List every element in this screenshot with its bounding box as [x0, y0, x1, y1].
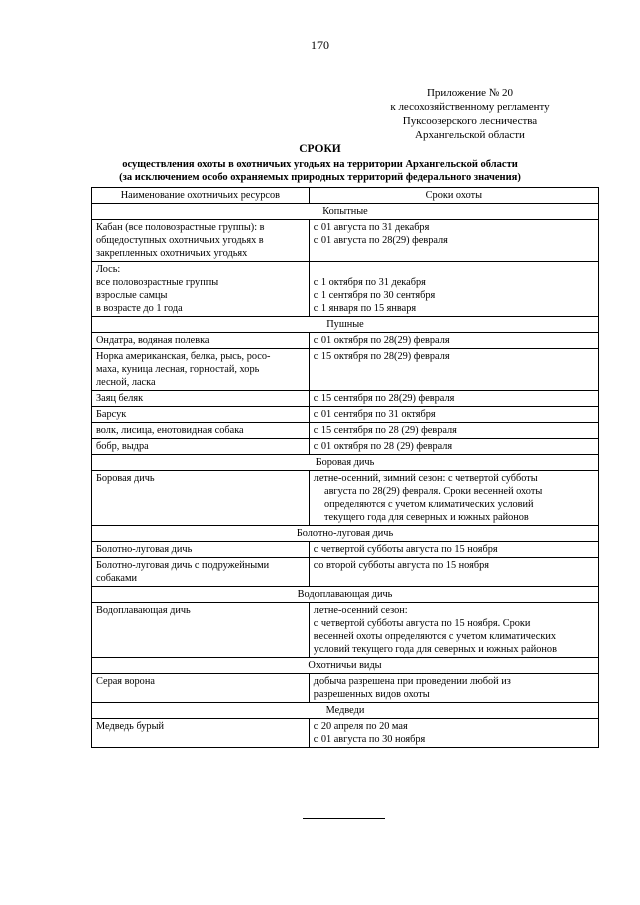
column-header-period: Сроки охоты	[309, 188, 598, 204]
period-cell-line: с 15 сентября по 28(29) февраля	[313, 393, 455, 404]
resource-cell-line: Болотно-луговая дичь с подружейными	[96, 560, 270, 571]
section-title: Охотничьи виды	[92, 658, 599, 674]
table-row	[92, 439, 599, 455]
resource-cell-line: Серая ворона	[96, 676, 155, 687]
resource-cell-line: лесной, ласка	[96, 377, 156, 388]
table-row	[92, 471, 599, 526]
period-cell	[309, 333, 598, 349]
period-cell-line: с 1 октября по 31 декабря	[313, 277, 426, 288]
appendix-heading	[360, 86, 580, 142]
section-row	[92, 526, 599, 542]
resource-cell	[92, 423, 310, 439]
resource-cell-line: Лось:	[96, 264, 121, 275]
period-cell-line: с четвертой субботы августа по 15 ноября	[313, 544, 498, 555]
table-row	[92, 407, 599, 423]
resource-cell	[92, 349, 310, 391]
period-cell-line: с 15 сентября по 28 (29) февраля	[313, 425, 457, 436]
section-title: Боровая дичь	[92, 455, 599, 471]
section-row	[92, 317, 599, 333]
resource-cell-line: общедоступных охотничьих угодьях в	[96, 235, 264, 246]
period-cell-line: с 01 августа по 31 декабря	[313, 222, 430, 233]
column-header-resource: Наименование охотничьих ресурсов	[92, 188, 310, 204]
document-title: СРОКИ	[299, 143, 341, 155]
section-title: Болотно-луговая дичь	[92, 526, 599, 542]
period-cell-line: добыча разрешена при проведении любой из	[313, 676, 511, 687]
period-cell-line: условий текущего года для северных и южных районов	[313, 644, 557, 655]
period-cell	[309, 471, 598, 526]
period-cell-line: с 1 января по 15 января	[313, 303, 417, 314]
section-row	[92, 204, 599, 220]
appendix-line: Приложение № 20	[426, 87, 514, 99]
resource-cell-line: собаками	[96, 573, 137, 584]
table-row	[92, 391, 599, 407]
resource-cell-line: Водоплавающая дичь	[96, 605, 191, 616]
resource-cell	[92, 262, 310, 317]
subtitle-line: (за исключением особо охраняемых природных территорий федерального значения)	[119, 172, 521, 183]
table-header-row	[92, 188, 599, 204]
period-cell	[309, 423, 598, 439]
resource-cell	[92, 674, 310, 703]
appendix-line: Архангельской области	[415, 129, 525, 141]
table-body	[92, 188, 599, 748]
resource-cell	[92, 471, 310, 526]
table-row	[92, 423, 599, 439]
resource-cell	[92, 542, 310, 558]
period-cell-line: с 01 сентября по 31 октября	[313, 409, 436, 420]
page-number: 170	[311, 38, 329, 52]
period-cell-line: определяются с учетом климатических условий	[313, 499, 534, 510]
period-cell-line: с 01 августа по 30 ноября	[313, 734, 426, 745]
resource-cell	[92, 333, 310, 349]
table-row	[92, 542, 599, 558]
period-cell-line: весенней охоты определяются с учетом климатических	[313, 631, 557, 642]
table-row	[92, 603, 599, 658]
section-title: Медведи	[92, 703, 599, 719]
table-row	[92, 262, 599, 317]
period-cell	[309, 542, 598, 558]
resource-cell-line: Болотно-луговая дичь	[96, 544, 193, 555]
resource-cell-line: Медведь бурый	[96, 721, 165, 732]
resource-cell-line: закрепленных охотничьих угодьях	[96, 248, 248, 259]
period-cell-line: с четвертой субботы августа по 15 ноября. Сроки	[313, 618, 531, 629]
resource-cell-line: все половозрастные группы	[96, 277, 219, 288]
resource-cell	[92, 439, 310, 455]
resource-cell-line: Кабан (все половозрастные группы): в	[96, 222, 265, 233]
period-cell-line: текущего года для северных и южных районов	[313, 512, 529, 523]
period-cell	[309, 391, 598, 407]
period-cell-line: со второй субботы августа по 15 ноября	[313, 560, 489, 571]
resource-cell-line: Норка американская, белка, рысь, росо-	[96, 351, 271, 362]
resource-cell	[92, 719, 310, 748]
period-cell	[309, 349, 598, 391]
document-subtitle	[0, 158, 640, 184]
period-cell	[309, 407, 598, 423]
resource-cell-line: Барсук	[96, 409, 127, 420]
period-cell	[309, 603, 598, 658]
resource-cell	[92, 220, 310, 262]
appendix-line: Пуксоозерского лесничества	[402, 115, 538, 127]
resource-cell-line: взрослые самцы	[96, 290, 168, 301]
period-cell-line: с 1 сентября по 30 сентября	[313, 290, 436, 301]
subtitle-line: осуществления охоты в охотничьих угодьях на территории Архангельской области	[122, 159, 518, 170]
resource-cell-line: бобр, выдра	[96, 441, 149, 452]
table-row	[92, 349, 599, 391]
section-row	[92, 587, 599, 603]
section-title: Пушные	[92, 317, 599, 333]
period-cell	[309, 719, 598, 748]
period-cell-line: разрешенных видов охоты	[313, 689, 430, 700]
table-row	[92, 558, 599, 587]
period-cell-line: летне-осенний сезон:	[313, 605, 408, 616]
section-title: Водоплавающая дичь	[92, 587, 599, 603]
period-cell-line: с 01 октября по 28(29) февраля	[313, 335, 450, 346]
period-cell-line: августа по 28(29) февраля. Сроки весенней охоты	[313, 486, 543, 497]
period-cell-line	[314, 263, 594, 276]
period-cell	[309, 439, 598, 455]
table-row	[92, 333, 599, 349]
resource-cell-line: маха, куница лесная, горностай, хорь	[96, 364, 260, 375]
period-cell	[309, 220, 598, 262]
resource-cell-line: Ондатра, водяная полевка	[96, 335, 210, 346]
period-cell	[309, 674, 598, 703]
footer-rule	[303, 818, 385, 819]
resource-cell	[92, 391, 310, 407]
section-row	[92, 703, 599, 719]
resource-cell	[92, 558, 310, 587]
table-row	[92, 220, 599, 262]
period-cell	[309, 262, 598, 317]
resource-cell-line: в возрасте до 1 года	[96, 303, 183, 314]
period-cell-line: с 20 апреля по 20 мая	[313, 721, 408, 732]
section-row	[92, 455, 599, 471]
period-cell	[309, 558, 598, 587]
period-cell-line: с 15 октября по 28(29) февраля	[313, 351, 450, 362]
resource-cell-line: Боровая дичь	[96, 473, 155, 484]
period-cell-line: с 01 октября по 28 (29) февраля	[313, 441, 453, 452]
period-cell-line: летне-осенний, зимний сезон: с четвертой субботы	[313, 473, 538, 484]
resource-cell	[92, 407, 310, 423]
resource-cell-line: Заяц беляк	[96, 393, 144, 404]
table-row	[92, 674, 599, 703]
section-title: Копытные	[92, 204, 599, 220]
hunting-periods-table	[91, 187, 599, 748]
period-cell-line: с 01 августа по 28(29) февраля	[313, 235, 448, 246]
resource-cell-line: волк, лисица, енотовидная собака	[96, 425, 244, 436]
appendix-line: к лесохозяйственному регламенту	[390, 101, 550, 113]
resource-cell	[92, 603, 310, 658]
table-row	[92, 719, 599, 748]
section-row	[92, 658, 599, 674]
